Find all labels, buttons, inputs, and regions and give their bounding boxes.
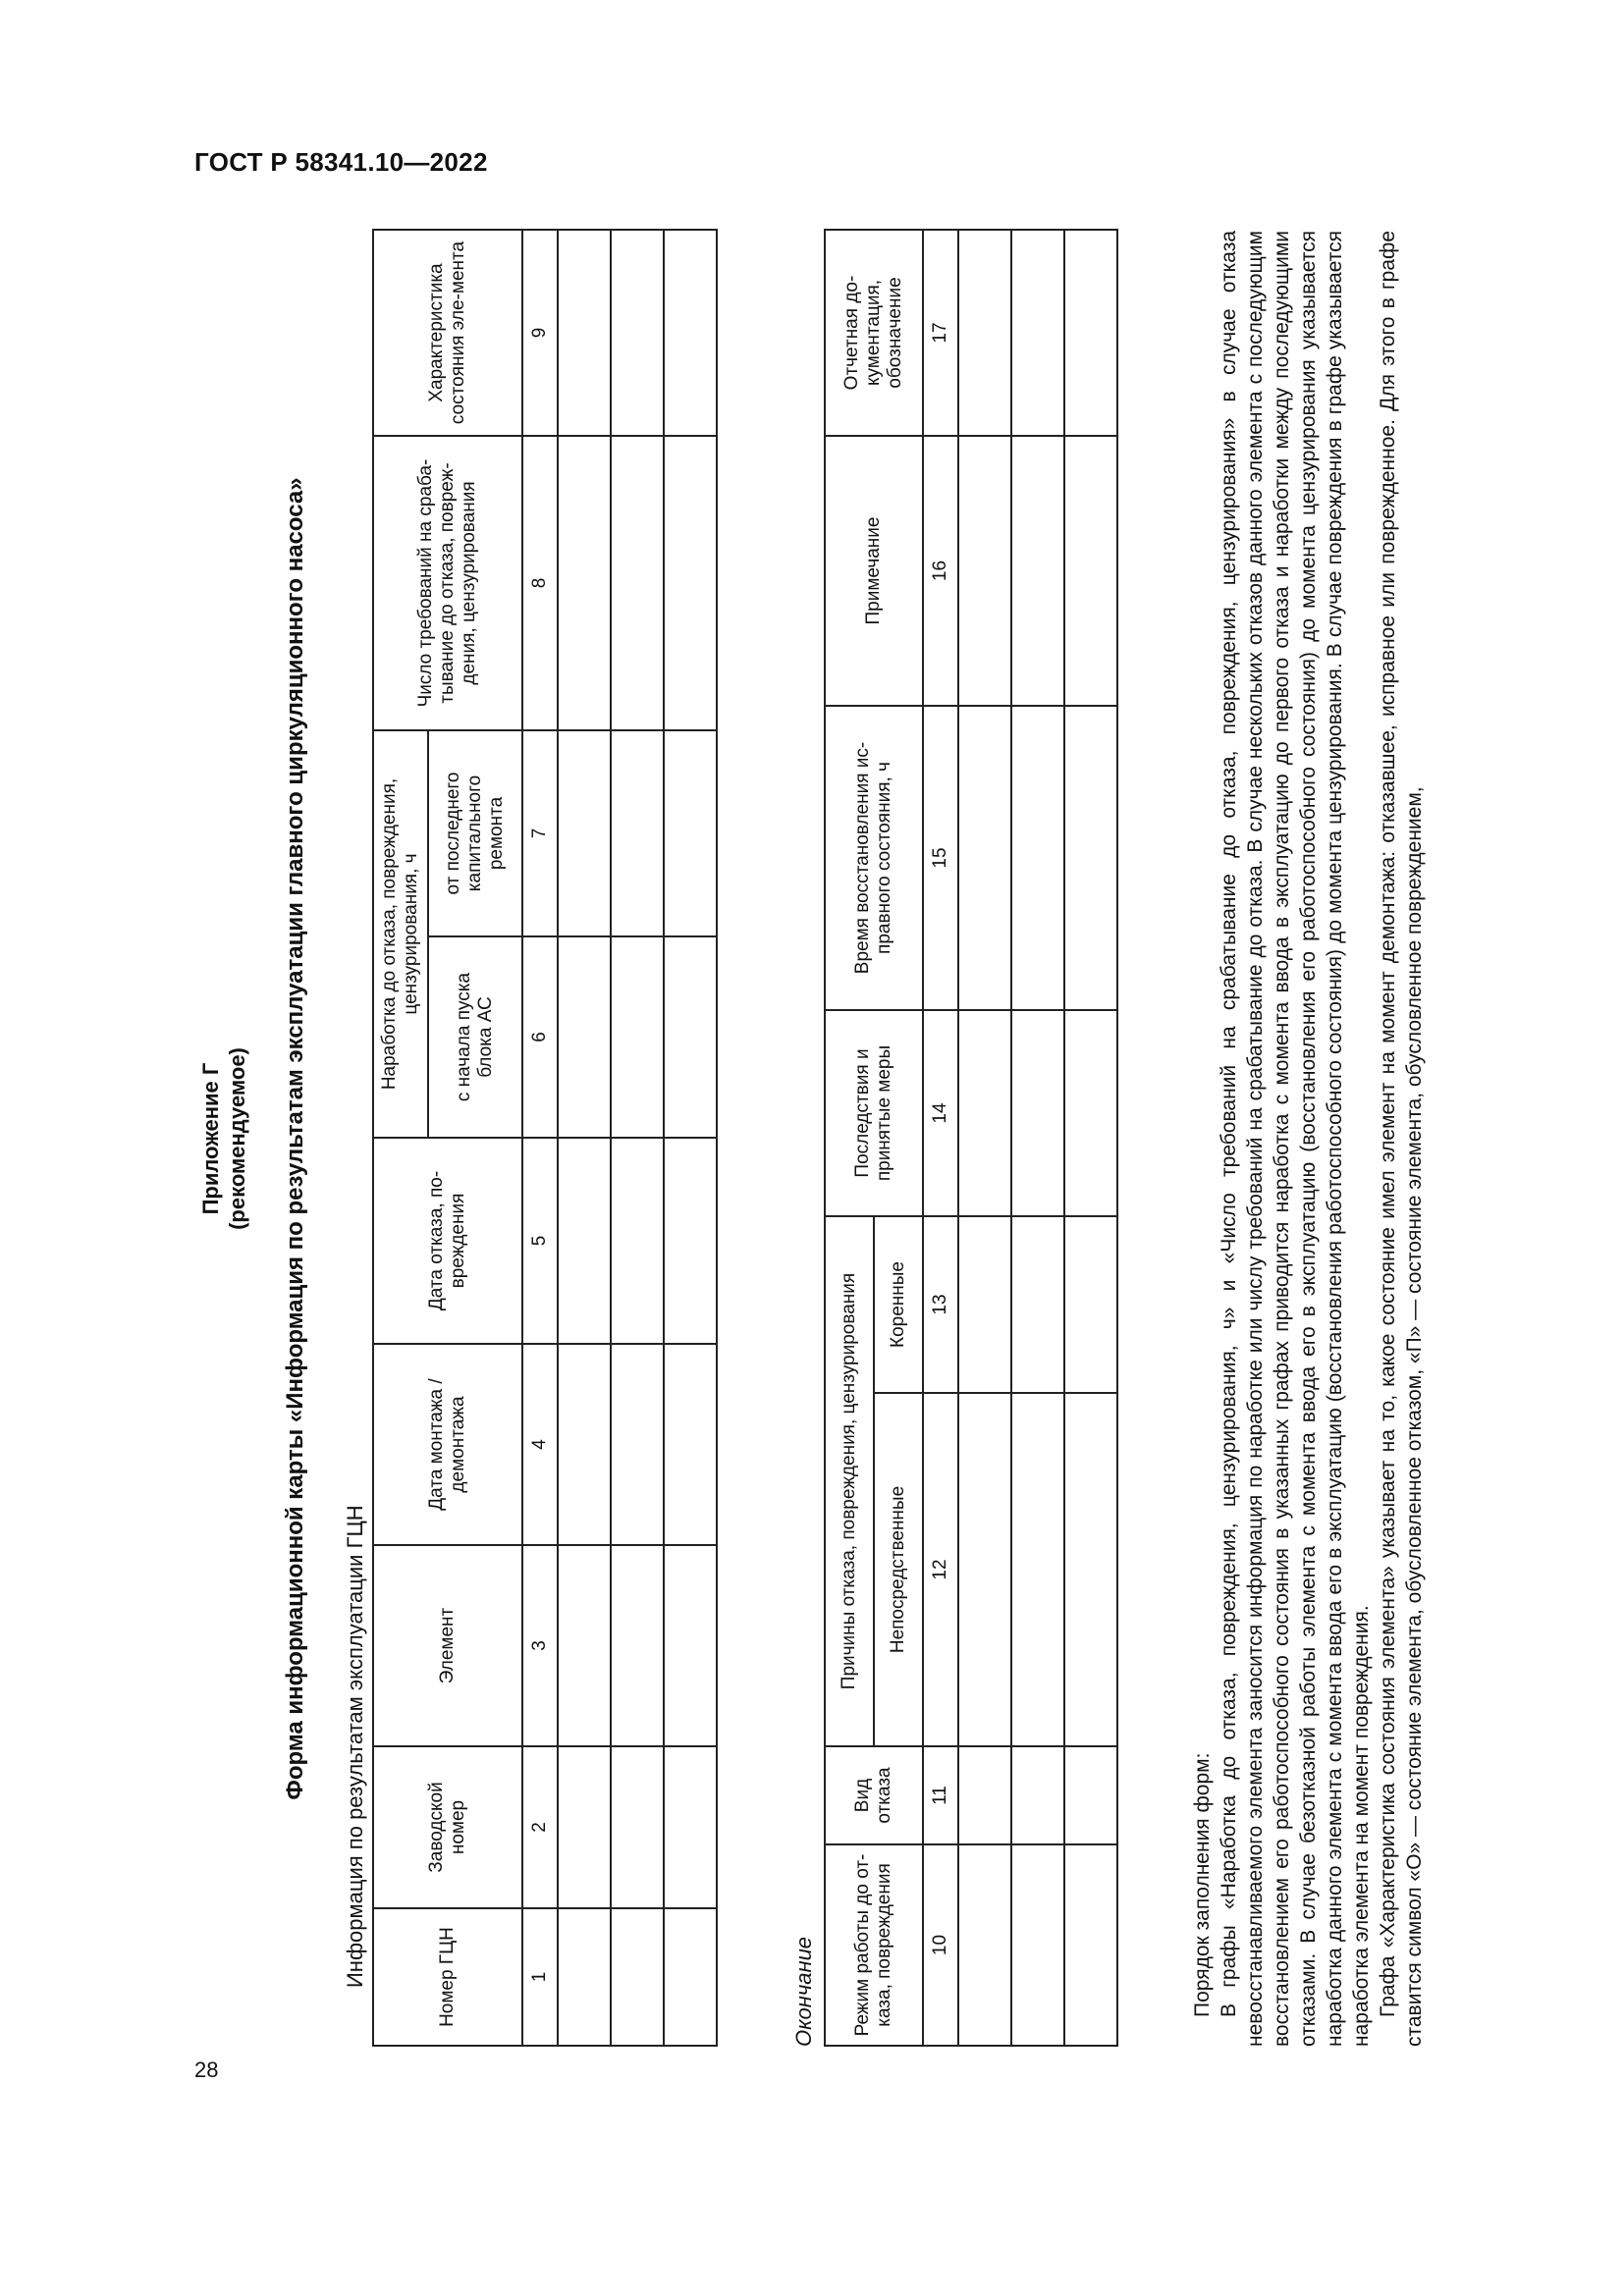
rotated-content bbox=[197, 231, 1466, 2047]
page-number: 28 bbox=[194, 2057, 219, 2082]
header-failure-date: Дата отказа, по-вреждения bbox=[373, 1138, 522, 1344]
header-documentation: Отчетная до-кументация, обозначение bbox=[825, 230, 923, 436]
column-number: 3 bbox=[522, 1545, 558, 1746]
header-consequences: Последствия и принятые меры bbox=[825, 1010, 923, 1216]
document-code: ГОСТ Р 58341.10—2022 bbox=[194, 147, 488, 177]
column-number: 16 bbox=[923, 436, 958, 706]
header-root-causes: Коренные bbox=[874, 1216, 923, 1393]
operation-info-table bbox=[372, 229, 718, 2047]
header-element-state: Характеристика состояния эле-мента bbox=[373, 230, 522, 436]
header-demands-count: Число требований на сраба-тывание до отказа, повреж-дения, цензурирования bbox=[373, 436, 522, 730]
instructions-paragraph-1: В графы «Наработка до отказа, повреждения, цензурирования, ч» и «Число требований на срабатывание до отказа, повреждения, цензурирования» в случае отказа невосстанавливаемого элемента заносится информация по наработке или числу требований на срабатывание до отказа. В случае нескольких отказов данного элемента с последующим восстановлением его работоспособного состояния в указанных графах приводится наработка с момента ввода в эксплуатацию до первого отказа и наработки между последующими отказами. В случае безотказной работы элемента с момента ввода его в эксплуатацию (восстановления его работоспособного состояния) до момента цензурирования указывается наработка данного элемента с момента ввода его в эксплуатацию (восстановления работоспособного состояния) до момента цензурирования. В случае повреждения в графе указывается наработка элемента на момент повреждения. bbox=[1218, 231, 1373, 2047]
column-number: 14 bbox=[923, 1010, 958, 1216]
column-number: 17 bbox=[923, 230, 958, 436]
header-pump-number: Номер ГЦН bbox=[373, 1908, 522, 2046]
instructions-paragraph-2: Графа «Характеристика состояния элемента» указывает на то, какое состояние имел элемент на момент демонтажа: отказавшее, исправное или поврежденное. Для этого в графе ставится символ «О» — состояние элемента, обусловленное отказом, «П» — состояние элемента, обусловленное повреждением, bbox=[1377, 231, 1426, 2047]
column-number: 5 bbox=[522, 1138, 558, 1344]
header-work-mode: Режим работы до от-каза, повреждения bbox=[825, 1844, 923, 2046]
column-number: 4 bbox=[522, 1344, 558, 1545]
header-failure-causes: Причины отказа, повреждения, цензурирования bbox=[825, 1216, 874, 1746]
column-number: 15 bbox=[923, 706, 958, 1010]
appendix-label: Приложение Г bbox=[198, 1062, 223, 1215]
appendix-heading bbox=[197, 231, 250, 2047]
header-failure-type: Вид отказа bbox=[825, 1746, 923, 1844]
header-element: Элемент bbox=[373, 1545, 522, 1746]
header-note: Примечание bbox=[825, 436, 923, 706]
header-recovery-time: Время восстановления ис-правного состояния, ч bbox=[825, 706, 923, 1010]
filling-instructions bbox=[1189, 231, 1428, 2047]
header-since-overhaul: от последнего капитального ремонта bbox=[428, 730, 522, 936]
instructions-intro: Порядок заполнения форм: bbox=[1191, 1752, 1214, 2017]
table-row bbox=[611, 230, 664, 2046]
column-number: 1 bbox=[522, 1908, 558, 2046]
column-number: 6 bbox=[522, 936, 558, 1138]
table-row bbox=[664, 230, 717, 2046]
header-operating-time: Наработка до отказа, повреждения, цензурирования, ч bbox=[373, 730, 428, 1138]
column-number: 2 bbox=[522, 1746, 558, 1908]
table2-caption: Окончание bbox=[791, 1936, 816, 2047]
column-number: 8 bbox=[522, 436, 558, 730]
table-row bbox=[1064, 230, 1117, 2046]
table-row bbox=[1011, 230, 1064, 2046]
appendix-status: (рекомендуемое) bbox=[225, 1047, 249, 1230]
header-direct-causes: Непосредственные bbox=[874, 1393, 923, 1746]
column-number: 9 bbox=[522, 230, 558, 436]
table-row bbox=[558, 230, 611, 2046]
column-number: 12 bbox=[923, 1393, 958, 1746]
header-since-unit-start: с начала пуска блока АС bbox=[428, 936, 522, 1138]
table1-caption: Информация по результатам эксплуатации ГЦН bbox=[343, 1505, 367, 1988]
column-number: 7 bbox=[522, 730, 558, 936]
column-number: 11 bbox=[923, 1746, 958, 1844]
column-number: 10 bbox=[923, 1844, 958, 2046]
table-row bbox=[958, 230, 1011, 2046]
column-number: 13 bbox=[923, 1216, 958, 1393]
header-serial-number: Заводской номер bbox=[373, 1746, 522, 1908]
header-mount-date: Дата монтажа / демонтажа bbox=[373, 1344, 522, 1545]
operation-info-table-continued bbox=[824, 229, 1118, 2047]
form-title: Форма информационной карты «Информация по результатам эксплуатации главного циркуляционного насоса» bbox=[282, 477, 308, 1800]
